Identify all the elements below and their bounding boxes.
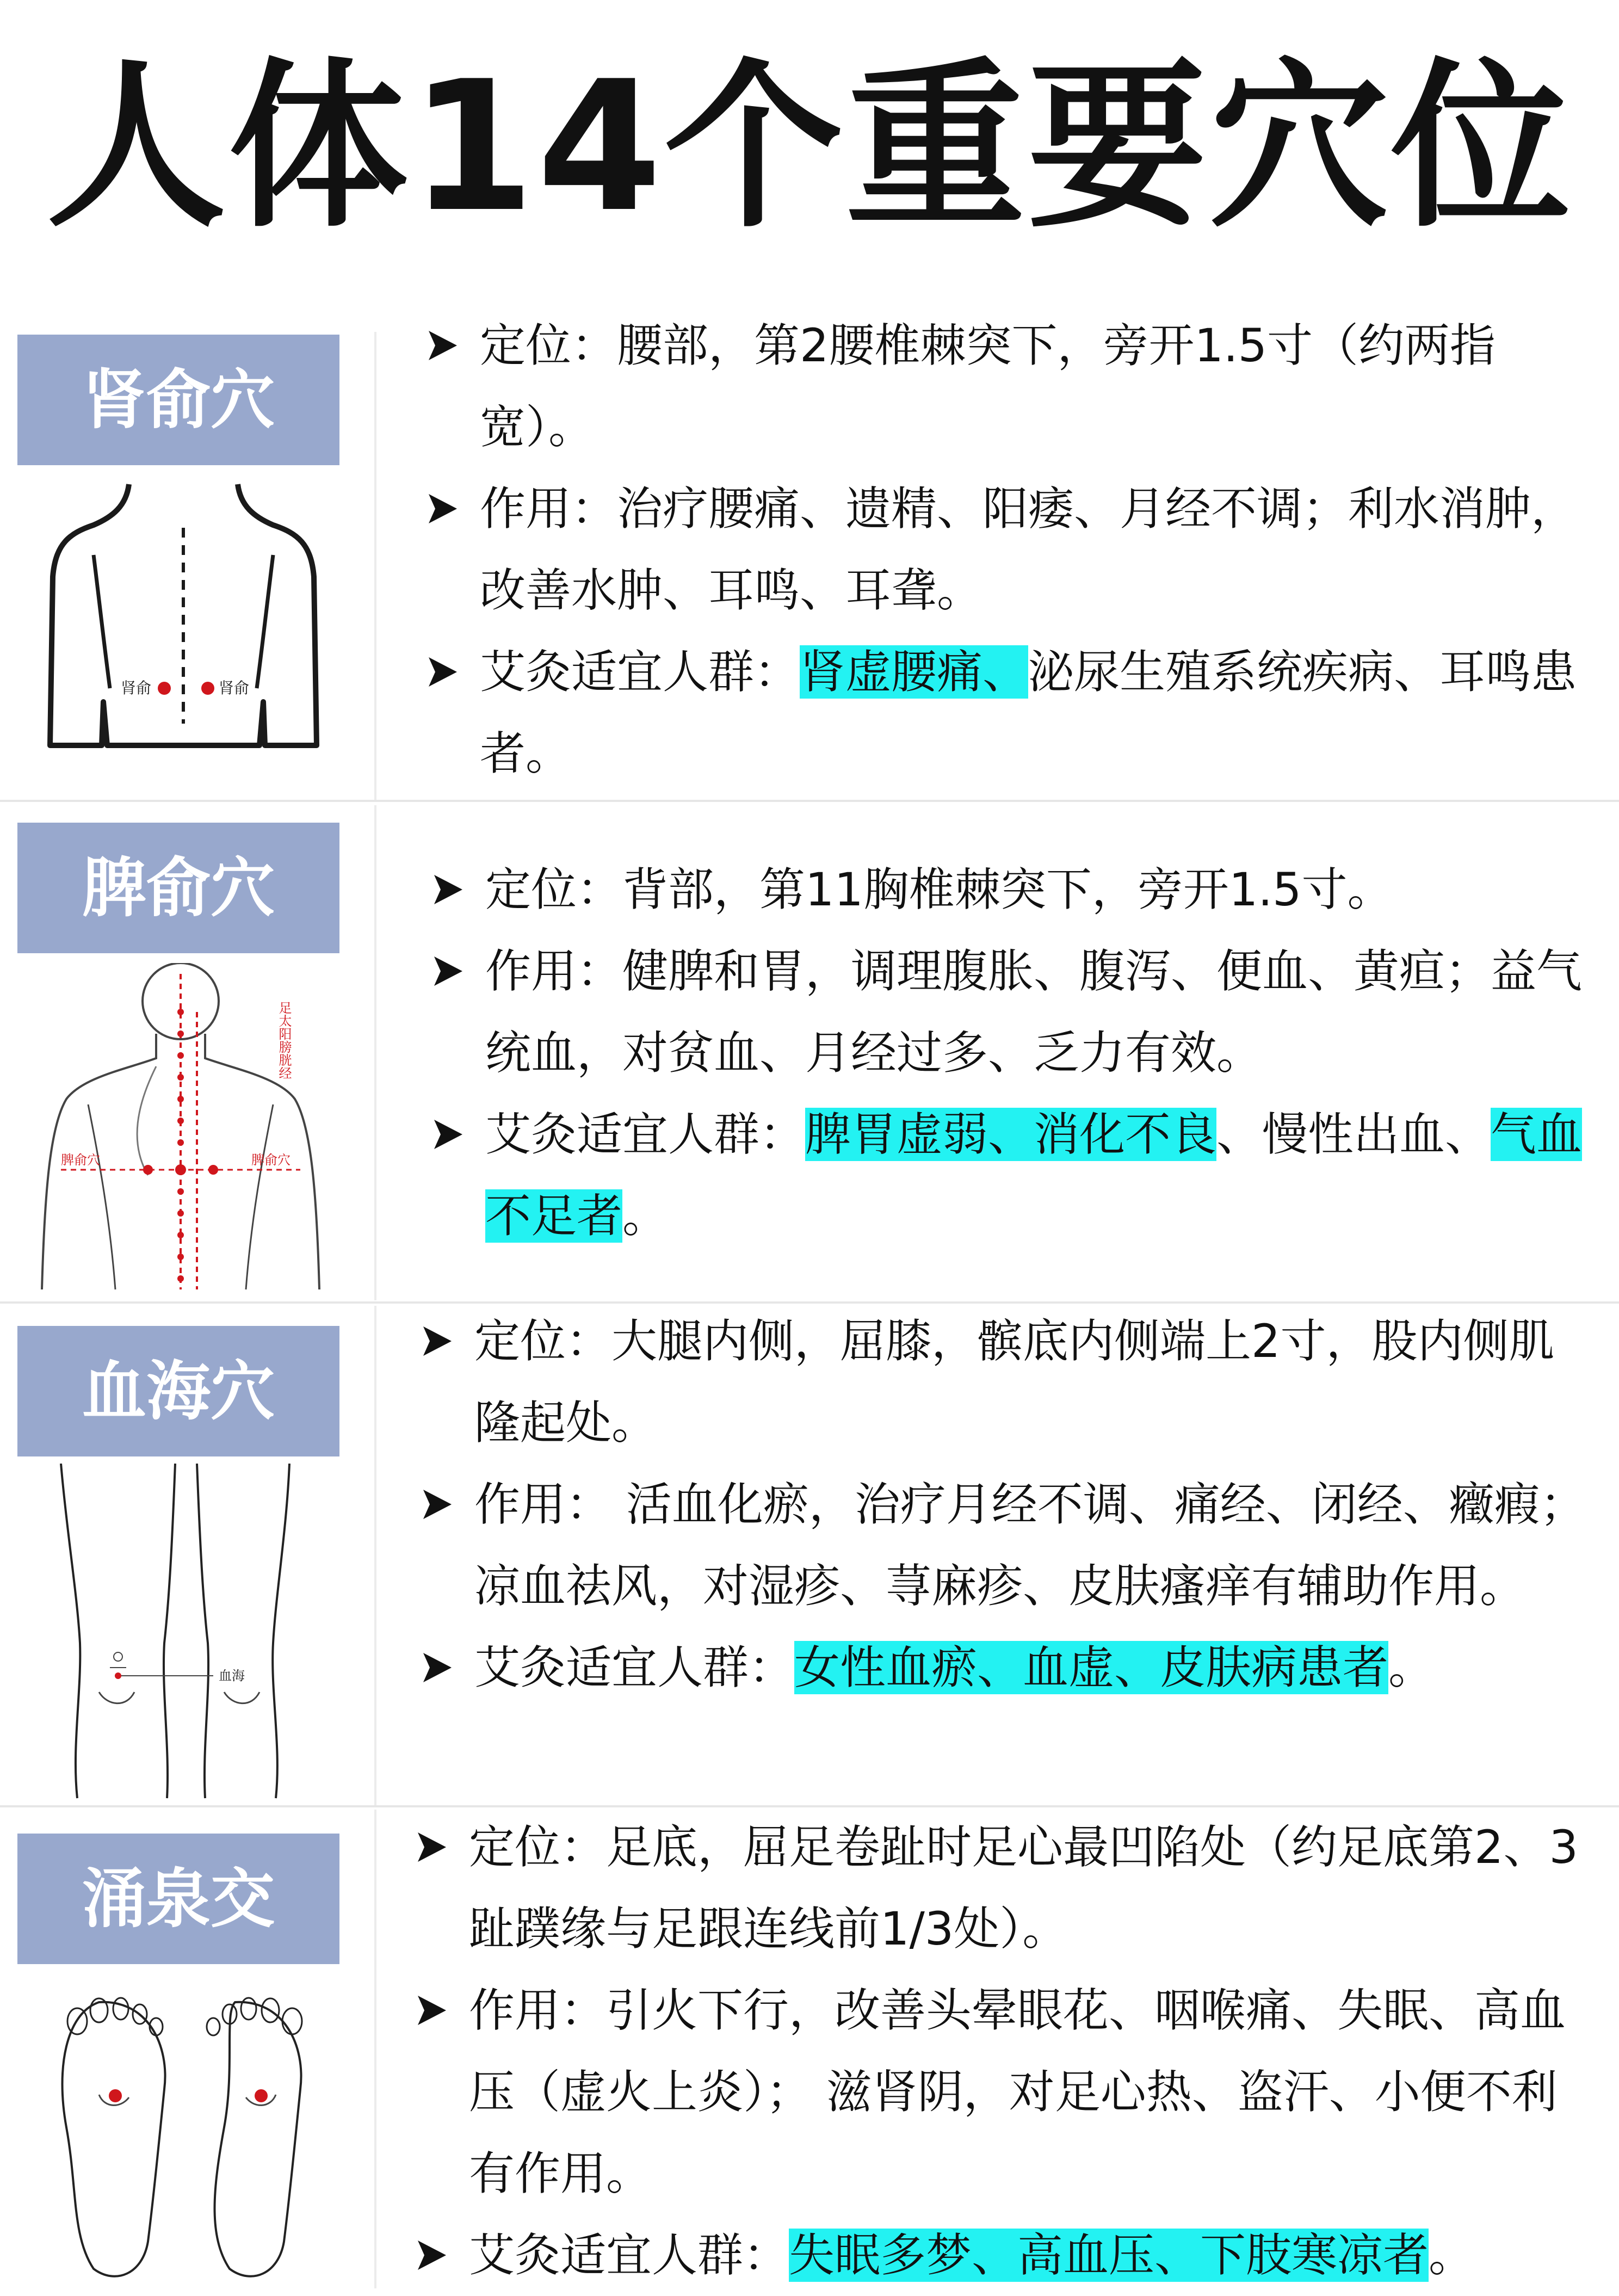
acupoint-tag: 脾俞穴 (251, 1152, 291, 1168)
feet-soles-icon (17, 1980, 355, 2285)
location-bullet: 定位：腰部，第2腰椎棘突下，旁开1.5寸（约两指宽）。 (419, 305, 1605, 468)
acupoint-dot (208, 1165, 218, 1175)
legs-icon (17, 1464, 355, 1801)
arrow-bullet-icon (419, 305, 468, 386)
acupoint-label: 脾俞穴 (17, 823, 339, 953)
effect-bullet: 作用：健脾和胃，调理腹胀、腹泻、便血、黄疸；益气统血，对贫血、月经过多、乏力有效。 (424, 930, 1610, 1094)
acupoint-details (419, 305, 1605, 794)
highlight: 气血不足者 (485, 1108, 1583, 1243)
arrow-bullet-icon (408, 1806, 457, 1888)
arrow-bullet-icon (408, 1970, 457, 2051)
column-divider (374, 805, 376, 1300)
acupoint-tag: 脾俞穴 (61, 1152, 100, 1168)
acupoint-tag: 血海 (219, 1668, 245, 1683)
highlight: 肾虚腰痛、 (800, 645, 1029, 699)
upper-back-icon (17, 473, 355, 778)
suitable-group-bullet: 艾灸适宜人群：肾虚腰痛、泌尿生殖系统疾病、耳鸣患者。 (419, 631, 1605, 794)
arrow-bullet-icon (424, 1094, 473, 1175)
suitable-group-bullet: 艾灸适宜人群：失眠多梦、高血压、下肢寒凉者。 (408, 2214, 1594, 2296)
column-divider (374, 332, 376, 800)
effect-bullet: 作用：治疗腰痛、遗精、阳痿、月经不调；利水消肿，改善水肿、耳鸣、耳聋。 (419, 468, 1605, 631)
arrow-bullet-icon (424, 849, 473, 930)
acupoint-dot (255, 2089, 268, 2102)
column-divider (374, 1810, 376, 2288)
acupoint-dot (175, 1164, 186, 1175)
back-meridian-icon (17, 963, 355, 1295)
page-title: 人体14个重要穴位 (46, 42, 1573, 251)
arrow-bullet-icon (413, 1627, 462, 1708)
suitable-group-bullet: 艾灸适宜人群：脾胃虚弱、消化不良、慢性出血、气血不足者。 (424, 1094, 1610, 1257)
acupoint-dot (115, 1672, 121, 1679)
acupoint-label: 肾俞穴 (17, 335, 339, 465)
location-bullet: 定位：大腿内侧，屈膝，髌底内侧端上2寸，股内侧肌隆起处。 (413, 1300, 1599, 1464)
highlight: 女性血瘀、血虚、皮肤病患者 (794, 1641, 1389, 1694)
location-bullet: 定位：足底，屈足卷趾时足心最凹陷处（约足底第2、3趾蹼缘与足跟连线前1/3处）。 (408, 1806, 1594, 1970)
acupoint-label: 涌泉交 (17, 1834, 339, 1964)
arrow-bullet-icon (408, 2214, 457, 2296)
acupoint-dot (109, 2089, 122, 2102)
effect-bullet: 作用： 活血化瘀，治疗月经不调、痛经、闭经、癥瘕；凉血祛风，对湿疹、荨麻疹、皮肤瘙痒有辅助作用。 (413, 1464, 1599, 1627)
acupoint-details (408, 1806, 1594, 2296)
meridian-tag: 足太阳膀胱经 (276, 1001, 292, 1079)
acupoint-details (424, 849, 1610, 1257)
acupoint-tag: 肾俞 (219, 679, 250, 697)
acupoint-dot (143, 1165, 153, 1175)
acupoint-label: 血海穴 (17, 1326, 339, 1456)
arrow-bullet-icon (419, 468, 468, 550)
location-bullet: 定位：背部，第11胸椎棘突下，旁开1.5寸。 (424, 849, 1610, 930)
highlight: 脾胃虚弱、消化不良 (805, 1108, 1217, 1161)
column-divider (374, 1306, 376, 1806)
suitable-group-bullet: 艾灸适宜人群：女性血瘀、血虚、皮肤病患者。 (413, 1627, 1599, 1708)
section-divider (0, 800, 1619, 802)
arrow-bullet-icon (413, 1300, 462, 1382)
arrow-bullet-icon (413, 1464, 462, 1545)
highlight: 失眠多梦、高血压、下肢寒凉者 (789, 2229, 1429, 2282)
acupoint-tag: 肾俞 (121, 679, 152, 697)
effect-bullet: 作用：引火下行，改善头晕眼花、咽喉痛、失眠、高血压（虚火上炎）； 滋肾阴，对足心热、盗汗、小便不利有作用。 (408, 1970, 1594, 2214)
arrow-bullet-icon (419, 631, 468, 713)
acupoint-details (413, 1300, 1599, 1708)
arrow-bullet-icon (424, 930, 473, 1012)
acupoint-dot (158, 682, 171, 695)
acupoint-dot (201, 682, 214, 695)
